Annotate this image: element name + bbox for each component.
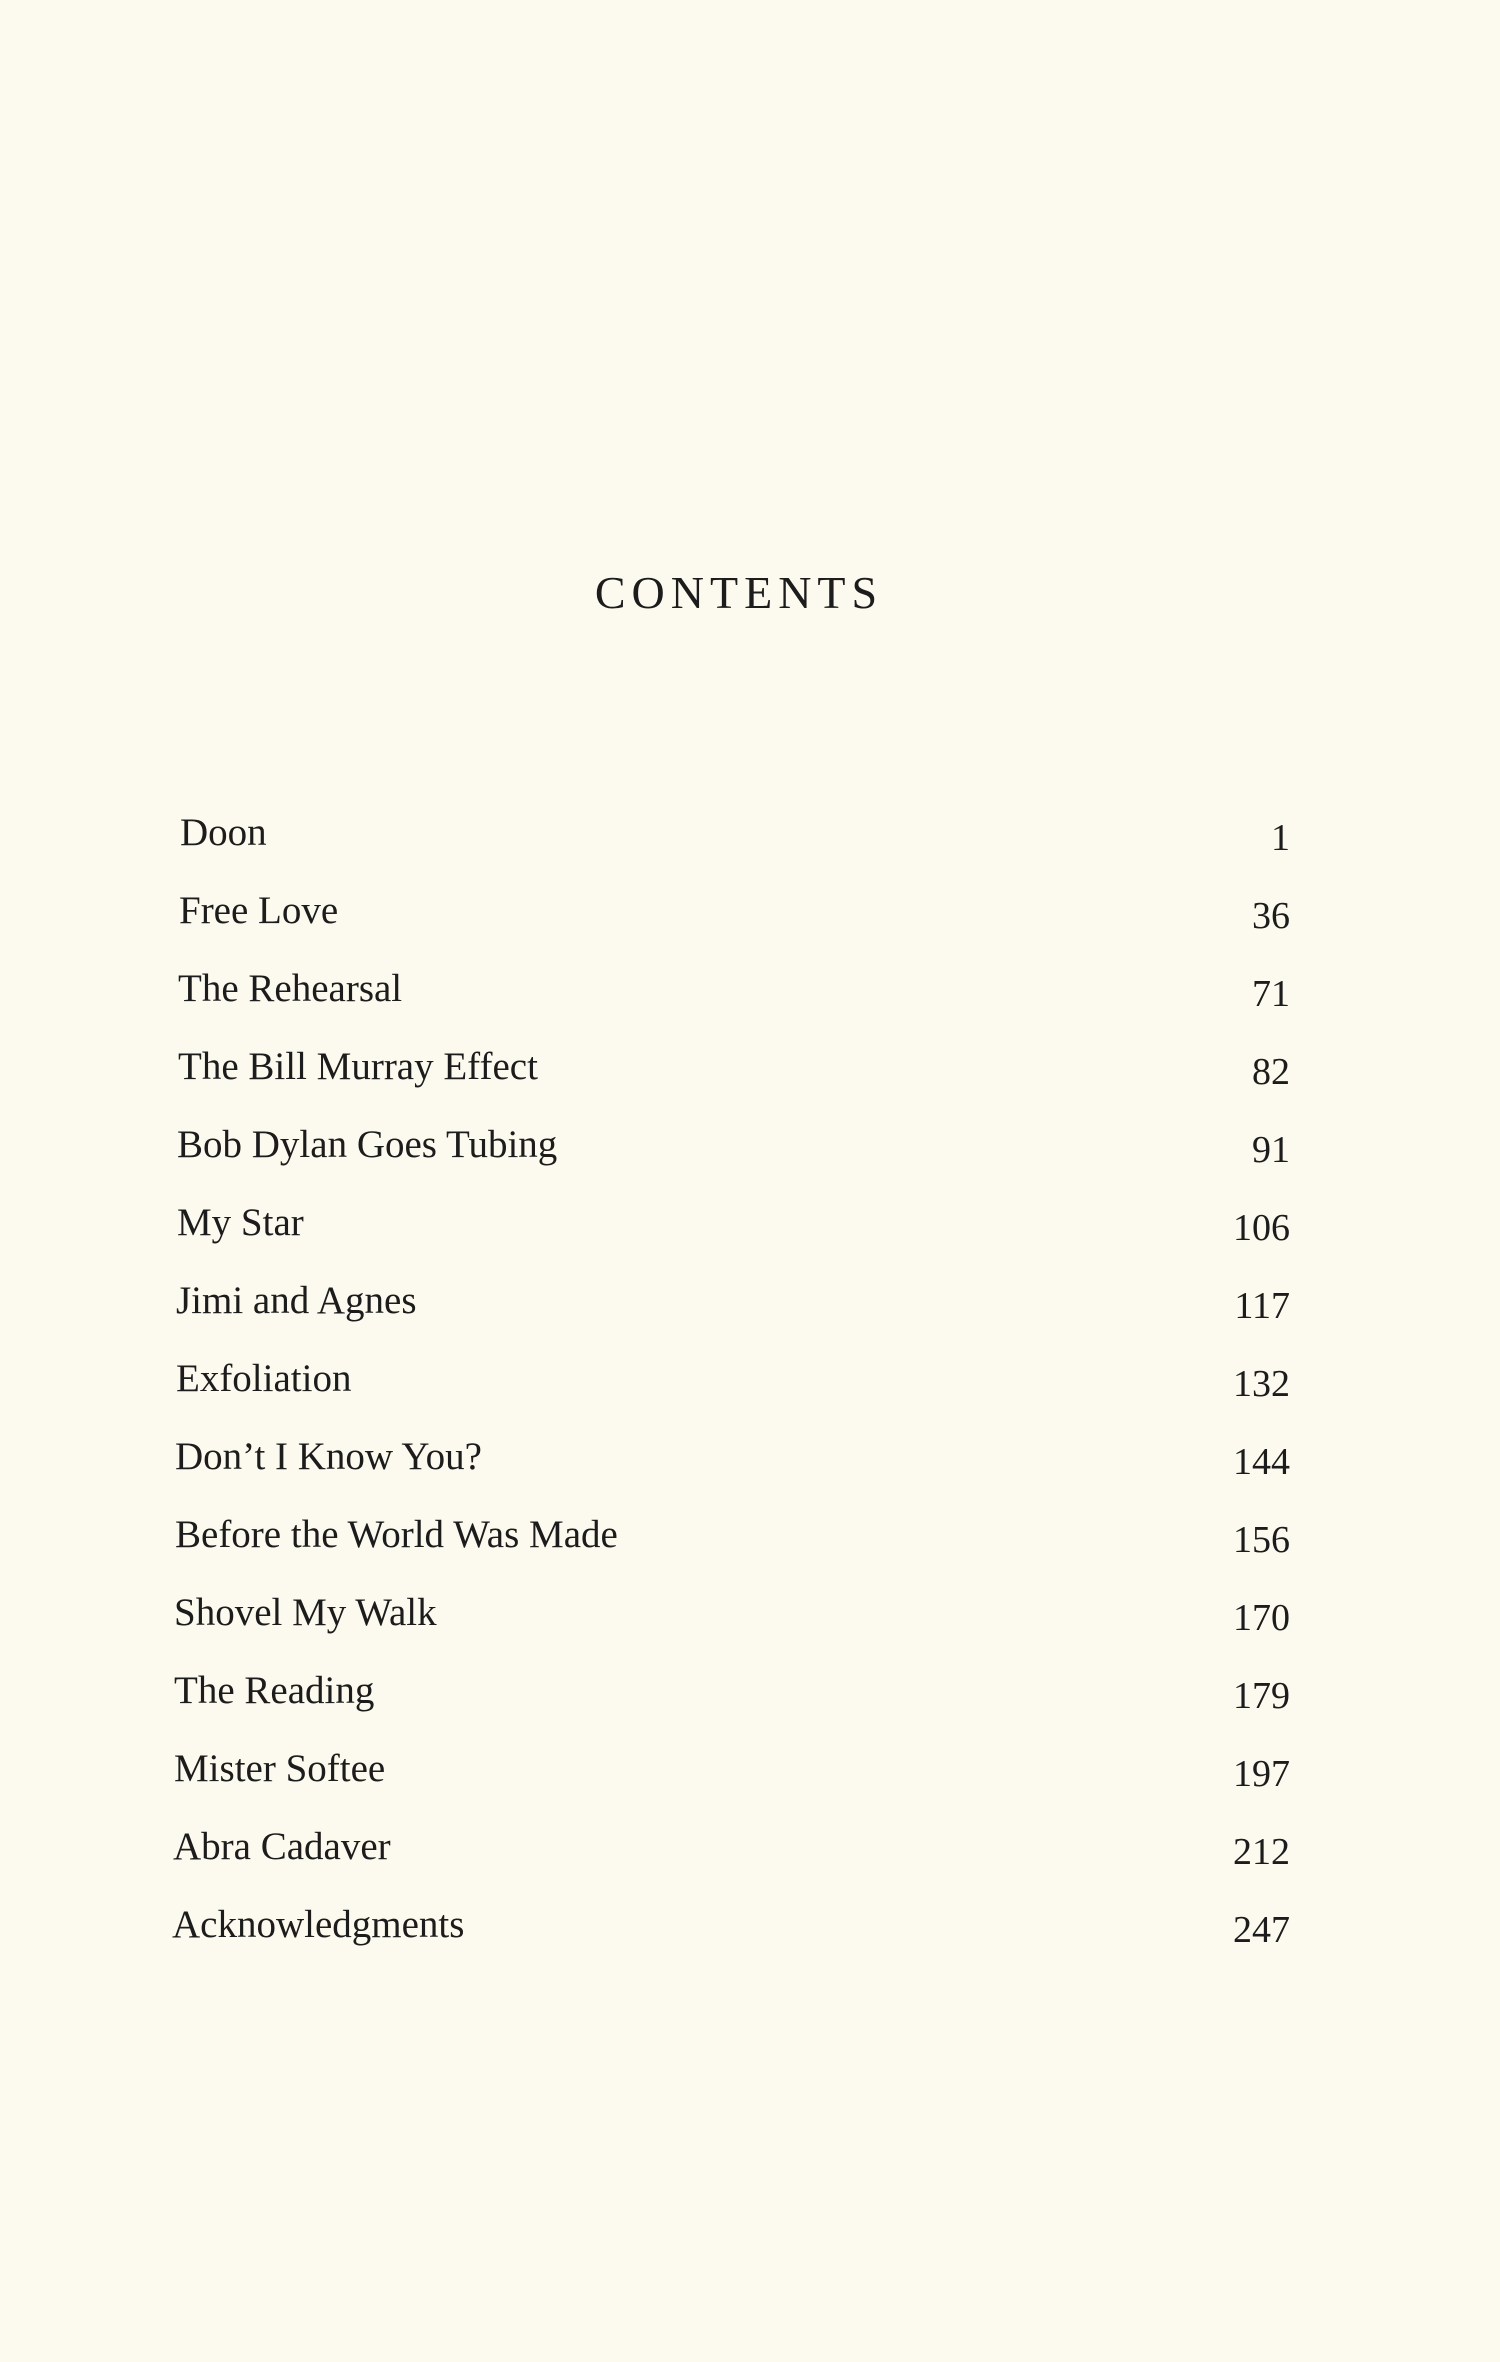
- toc-entry: [0, 1824, 1500, 1884]
- toc-entry-page: 212: [1233, 1831, 1290, 1873]
- toc-entry-page: 197: [1233, 1753, 1290, 1795]
- toc-entry: [0, 1512, 1500, 1572]
- toc-entry-page: 82: [1252, 1051, 1290, 1093]
- toc-entry-title: Before the World Was Made: [175, 1513, 618, 1556]
- toc-entry-page: 71: [1252, 973, 1290, 1015]
- toc-entry-title: Jimi and Agnes: [176, 1279, 417, 1322]
- toc-entry: [0, 1122, 1500, 1182]
- toc-entry-title: Mister Softee: [174, 1747, 386, 1790]
- toc-entry-title: The Reading: [174, 1669, 375, 1712]
- toc-entry-title: Shovel My Walk: [174, 1591, 437, 1634]
- toc-entry-page: 156: [1233, 1519, 1290, 1561]
- toc-entry-page: 179: [1233, 1675, 1290, 1717]
- toc-entry: [0, 1746, 1500, 1806]
- toc-entry-title: The Bill Murray Effect: [178, 1045, 538, 1088]
- toc-entry-page: 1: [1271, 817, 1290, 859]
- toc-entry-title: My Star: [177, 1201, 304, 1244]
- toc-entry: [0, 1902, 1500, 1962]
- toc-entry-title: Bob Dylan Goes Tubing: [177, 1123, 558, 1166]
- toc-entry: [0, 1278, 1500, 1338]
- toc-entry-page: 36: [1252, 895, 1290, 937]
- toc-entry-title: Exfoliation: [176, 1357, 352, 1400]
- toc-entry: [0, 1356, 1500, 1416]
- toc-entry-page: 170: [1233, 1597, 1290, 1639]
- toc-entry-page: 106: [1233, 1207, 1290, 1249]
- toc-entry-title: The Rehearsal: [178, 967, 403, 1010]
- toc-entry-title: Don’t I Know You?: [175, 1435, 482, 1478]
- toc-entry: [0, 810, 1500, 870]
- page-title: CONTENTS: [594, 567, 884, 618]
- toc-entry-title: Doon: [180, 811, 267, 854]
- toc-entry-page: 144: [1233, 1441, 1290, 1483]
- toc-entry: [0, 1044, 1500, 1104]
- toc-entry-title: Acknowledgments: [172, 1903, 465, 1946]
- toc-entry-title: Free Love: [179, 889, 339, 932]
- toc-entry: [0, 1668, 1500, 1728]
- toc-entry: [0, 966, 1500, 1026]
- toc-entry: [0, 1200, 1500, 1260]
- toc-entry: [0, 888, 1500, 948]
- toc-entry: [0, 1590, 1500, 1650]
- toc-entry: [0, 1434, 1500, 1494]
- toc-entry-page: 247: [1233, 1909, 1290, 1951]
- toc-entry-title: Abra Cadaver: [173, 1825, 391, 1868]
- toc-entry-page: 117: [1234, 1285, 1290, 1327]
- toc-entry-page: 91: [1252, 1129, 1290, 1171]
- toc-entry-page: 132: [1233, 1363, 1290, 1405]
